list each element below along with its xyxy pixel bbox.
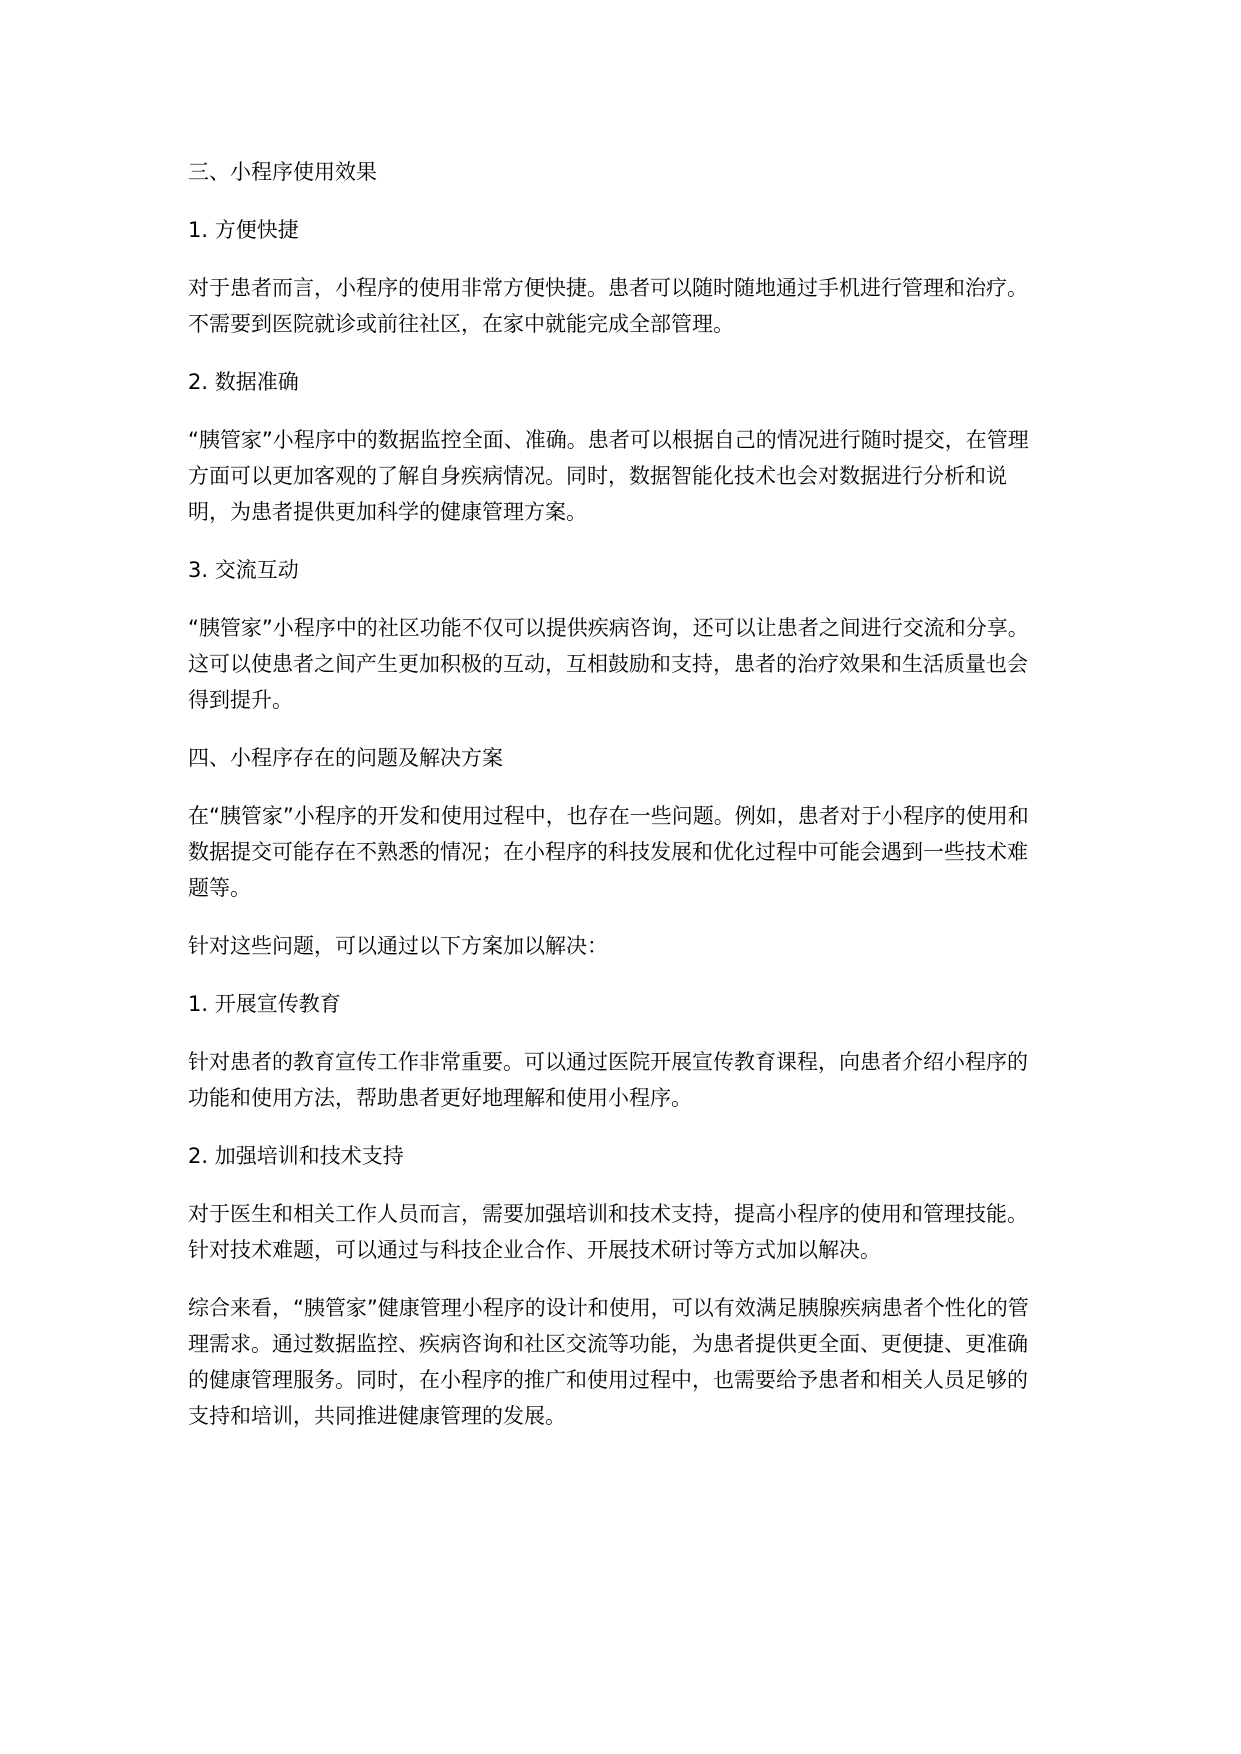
paragraph-accurate-data: “胰管家”小程序中的数据监控全面、准确。患者可以根据自己的情况进行随时提交，在管理方面可以更加客观的了解自身疾病情况。同时，数据智能化技术也会对数据进行分析和说明，为患者提供更加科学的健康管理方案。 [188,428,1029,524]
paragraph-conclusion: 综合来看，“胰管家”健康管理小程序的设计和使用，可以有效满足胰腺疾病患者个性化的管理需求。通过数据监控、疾病咨询和社区交流等功能，为患者提供更全面、更便捷、更准确的健康管理服务。同时，在小程序的推广和使用过程中，也需要给予患者和相关人员足够的支持和培训，共同推进健康管理的发展。 [188,1296,1029,1428]
section-heading-problems: 四、小程序存在的问题及解决方案 [188,746,503,770]
subheading-accurate-data: 2. 数据准确 [188,370,299,394]
section-heading-effects: 三、小程序使用效果 [188,160,377,184]
paragraph-training: 对于医生和相关工作人员而言，需要加强培训和技术支持，提高小程序的使用和管理技能。针对技术难题，可以通过与科技企业合作、开展技术研讨等方式加以解决。 [188,1202,1028,1262]
paragraph-education: 针对患者的教育宣传工作非常重要。可以通过医院开展宣传教育课程，向患者介绍小程序的功能和使用方法，帮助患者更好地理解和使用小程序。 [188,1050,1028,1110]
subheading-education: 1. 开展宣传教育 [188,992,341,1016]
subheading-interaction: 3. 交流互动 [188,558,299,582]
paragraph-solutions-intro: 针对这些问题，可以通过以下方案加以解决： [188,934,608,958]
paragraph-problems: 在“胰管家”小程序的开发和使用过程中，也存在一些问题。例如，患者对于小程序的使用和数据提交可能存在不熟悉的情况；在小程序的科技发展和优化过程中可能会遇到一些技术难题等。 [188,804,1029,900]
document-body [188,154,1048,1456]
subheading-training: 2. 加强培训和技术支持 [188,1144,404,1168]
paragraph-interaction: “胰管家”小程序中的社区功能不仅可以提供疾病咨询，还可以让患者之间进行交流和分享。这可以使患者之间产生更加积极的互动，互相鼓励和支持，患者的治疗效果和生活质量也会得到提升。 [188,616,1029,712]
paragraph-convenient: 对于患者而言，小程序的使用非常方便快捷。患者可以随时随地通过手机进行管理和治疗。不需要到医院就诊或前往社区，在家中就能完成全部管理。 [188,276,1028,336]
subheading-convenient: 1. 方便快捷 [188,218,299,242]
